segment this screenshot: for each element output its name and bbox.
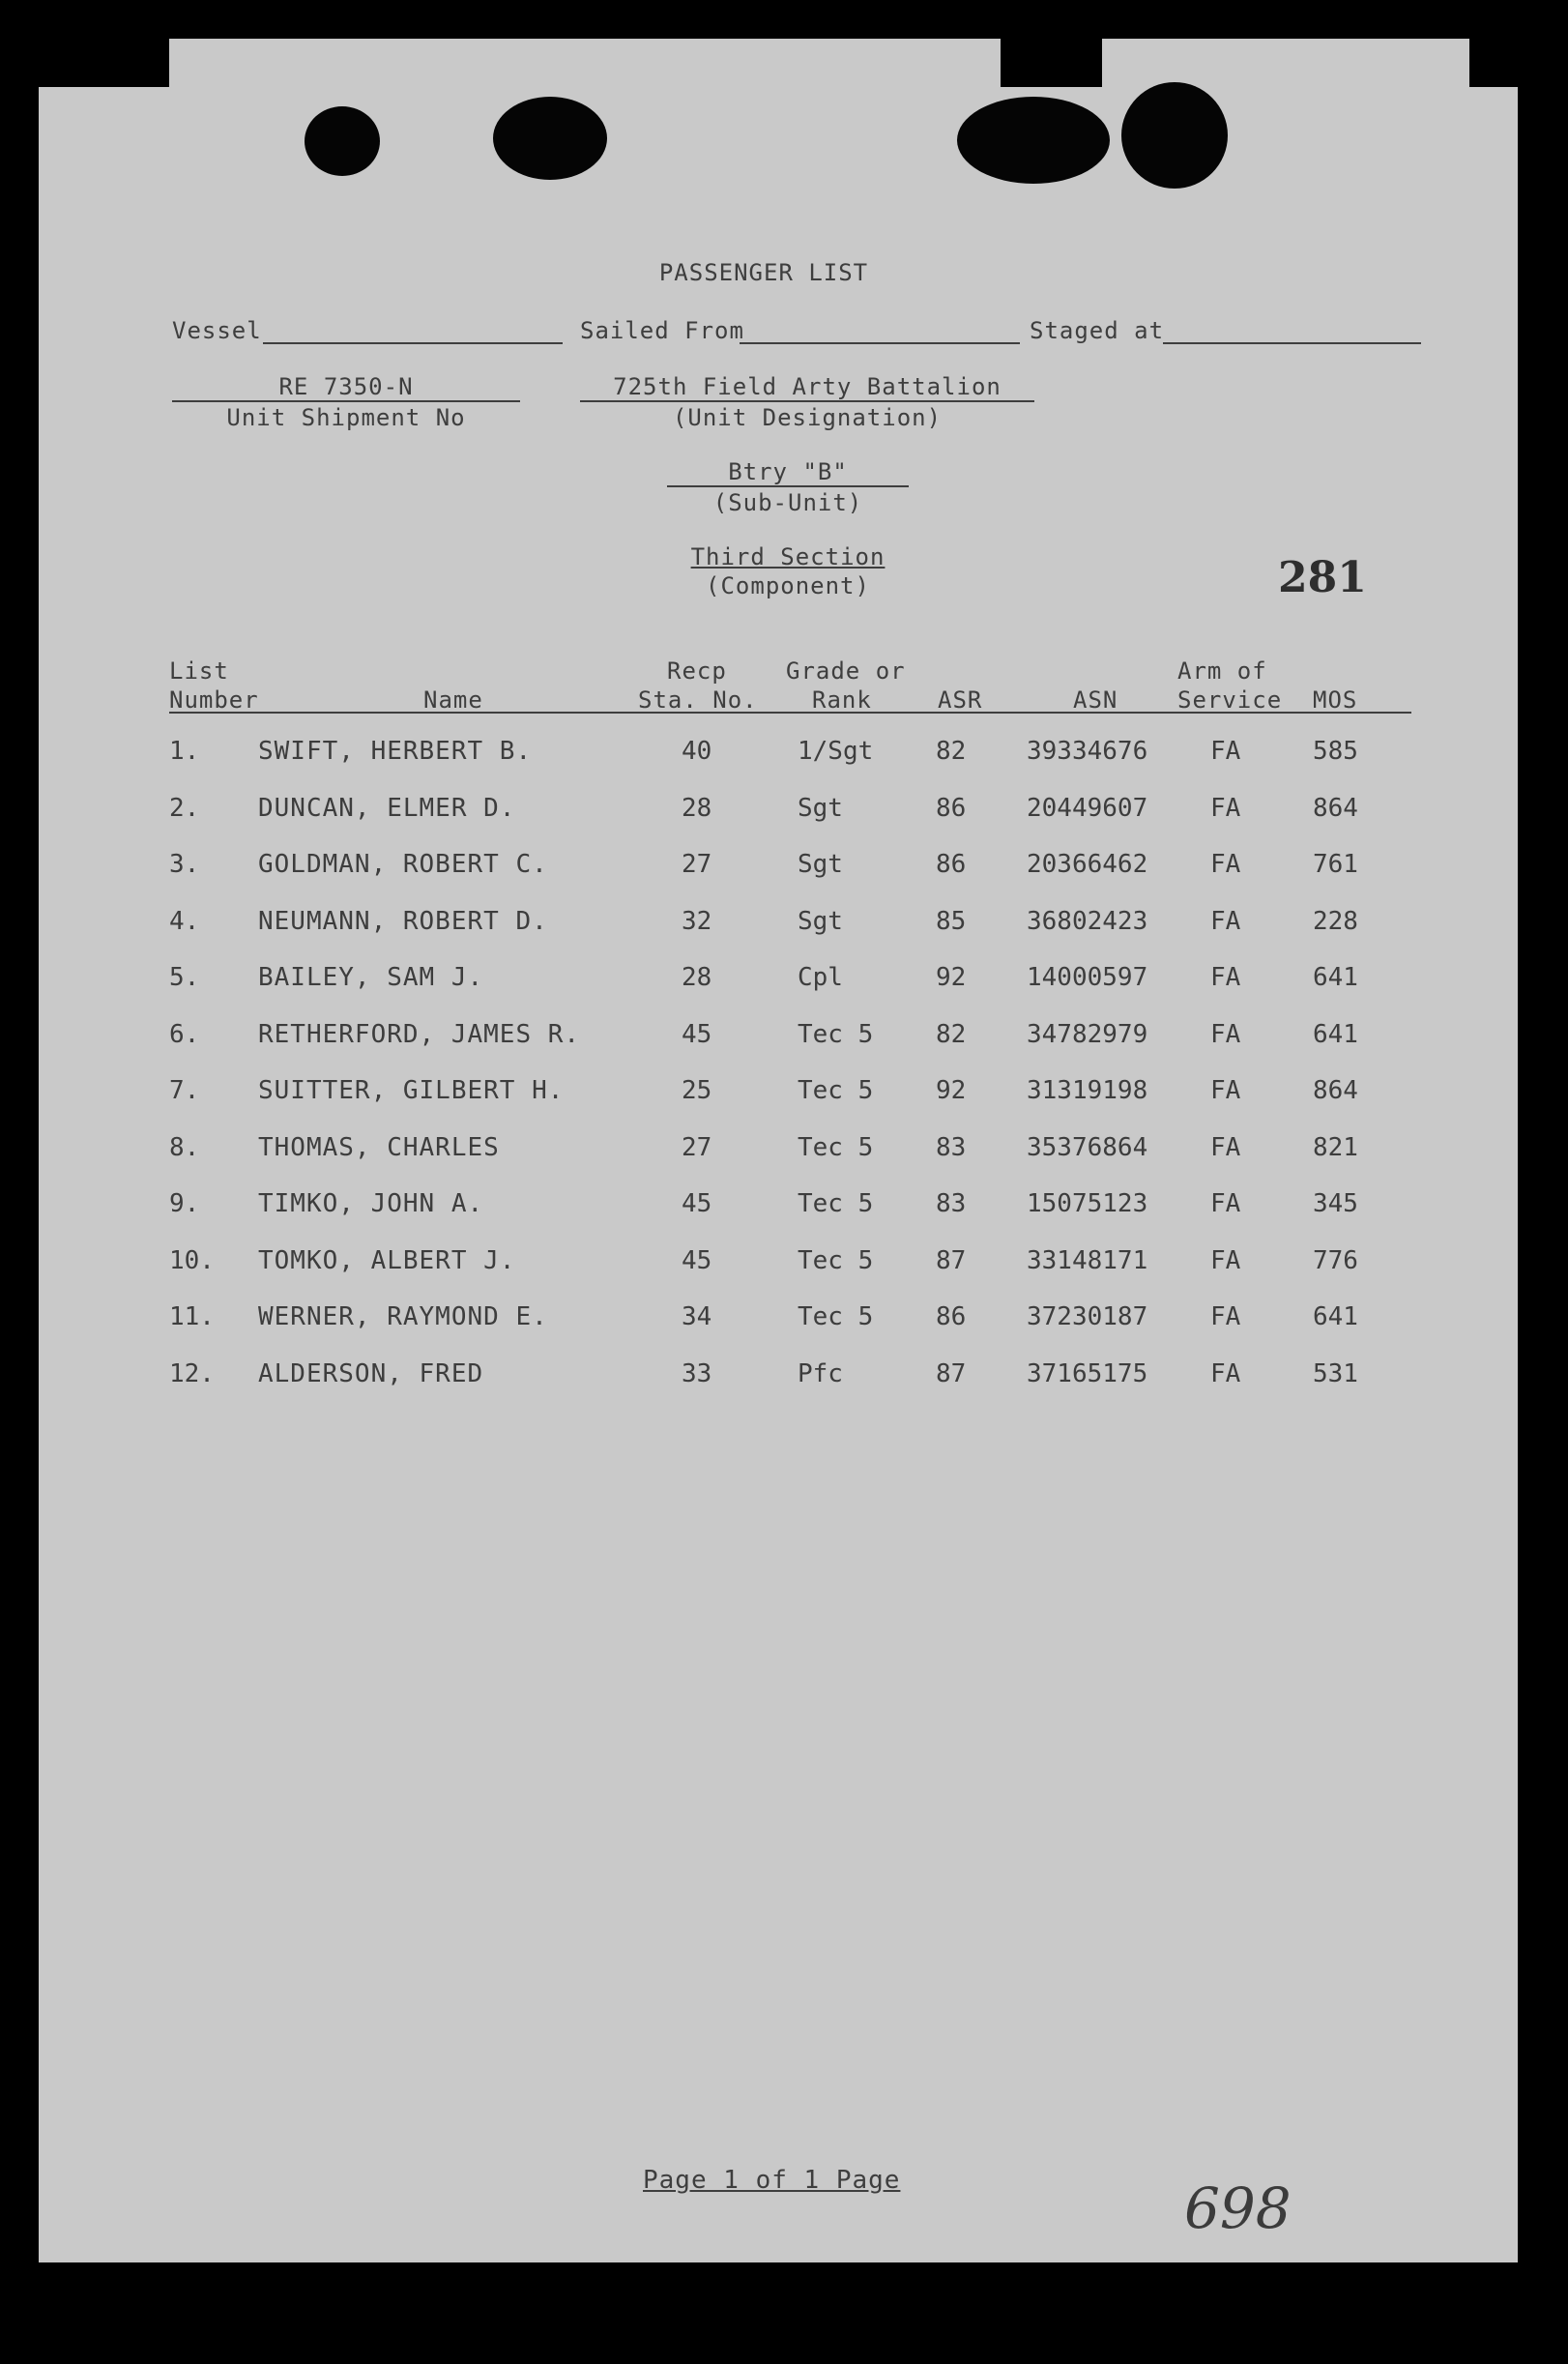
- cell-arm: FA: [1210, 850, 1241, 879]
- header-list-2: Number: [169, 686, 259, 714]
- cell-asr: 86: [936, 1302, 967, 1331]
- cell-recp: 27: [682, 850, 712, 879]
- cell-mos: 776: [1313, 1245, 1358, 1275]
- cell-recp: 40: [682, 737, 712, 766]
- cell-mos: 641: [1313, 1302, 1358, 1331]
- header-asr: ASR: [938, 686, 983, 714]
- cell-recp: 33: [682, 1358, 712, 1388]
- cell-recp: 27: [682, 1132, 712, 1162]
- cell-num: 2.: [169, 793, 200, 823]
- cell-asr: 82: [936, 1019, 967, 1049]
- cell-name: WERNER, RAYMOND E.: [258, 1302, 548, 1331]
- cell-mos: 761: [1313, 850, 1358, 879]
- cell-name: SUITTER, GILBERT H.: [258, 1076, 565, 1105]
- vessel-field: [263, 342, 563, 344]
- handwritten-number: 698: [1184, 2175, 1292, 2241]
- cell-grade: Tec 5: [798, 1245, 874, 1275]
- cell-recp: 34: [682, 1302, 712, 1331]
- cell-grade: Tec 5: [798, 1076, 874, 1105]
- header-grade-2: Rank: [812, 686, 872, 714]
- cell-num: 8.: [169, 1132, 200, 1162]
- component-value: Third Section: [690, 543, 886, 570]
- cell-num: 9.: [169, 1189, 200, 1218]
- cell-recp: 32: [682, 906, 712, 936]
- header-name: Name: [423, 686, 483, 714]
- cell-recp: 28: [682, 793, 712, 823]
- punch-hole-3: [957, 97, 1110, 184]
- punch-hole-2: [493, 97, 607, 180]
- sub-unit-line: [667, 485, 909, 487]
- cell-asn: 20449607: [1027, 793, 1148, 823]
- cell-name: GOLDMAN, ROBERT C.: [258, 850, 548, 879]
- cell-recp: 45: [682, 1189, 712, 1218]
- cell-asn: 14000597: [1027, 963, 1148, 992]
- cell-arm: FA: [1210, 1132, 1241, 1162]
- cell-mos: 345: [1313, 1189, 1358, 1218]
- cell-asr: 83: [936, 1189, 967, 1218]
- cell-asn: 37165175: [1027, 1358, 1148, 1388]
- cell-mos: 228: [1313, 906, 1358, 936]
- header-underline: [169, 712, 1411, 714]
- staged-at-field: [1163, 342, 1421, 344]
- page-footer: Page 1 of 1 Page: [643, 2166, 901, 2195]
- cell-name: RETHERFORD, JAMES R.: [258, 1019, 581, 1049]
- cell-recp: 28: [682, 963, 712, 992]
- cell-grade: Sgt: [798, 906, 843, 936]
- cell-grade: Pfc: [798, 1358, 843, 1388]
- cell-mos: 585: [1313, 737, 1358, 766]
- header-mos: MOS: [1313, 686, 1358, 714]
- cell-asn: 39334676: [1027, 737, 1148, 766]
- cell-num: 5.: [169, 963, 200, 992]
- cell-arm: FA: [1210, 1076, 1241, 1105]
- cell-mos: 864: [1313, 1076, 1358, 1105]
- cell-asn: 15075123: [1027, 1189, 1148, 1218]
- cell-num: 3.: [169, 850, 200, 879]
- cell-arm: FA: [1210, 1189, 1241, 1218]
- document-page: [39, 39, 1518, 2262]
- header-asn: ASN: [1073, 686, 1118, 714]
- vessel-label: Vessel: [172, 317, 262, 344]
- cell-name: TOMKO, ALBERT J.: [258, 1245, 516, 1275]
- paper-top-strip: [169, 39, 1001, 92]
- sailed-from-label: Sailed From: [580, 317, 744, 344]
- cell-name: ALDERSON, FRED: [258, 1358, 484, 1388]
- header-grade-1: Grade or: [786, 657, 906, 685]
- cell-recp: 45: [682, 1019, 712, 1049]
- cell-num: 6.: [169, 1019, 200, 1049]
- cell-name: DUNCAN, ELMER D.: [258, 793, 516, 823]
- cell-recp: 45: [682, 1245, 712, 1275]
- cell-num: 1.: [169, 737, 200, 766]
- cell-asn: 36802423: [1027, 906, 1148, 936]
- cell-asn: 31319198: [1027, 1076, 1148, 1105]
- stamp-number: 281: [1278, 553, 1367, 602]
- unit-shipment-no-line: [172, 400, 520, 402]
- header-list-1: List: [169, 657, 229, 685]
- cell-name: SWIFT, HERBERT B.: [258, 737, 533, 766]
- cell-grade: Cpl: [798, 963, 843, 992]
- cell-num: 7.: [169, 1076, 200, 1105]
- cell-name: THOMAS, CHARLES: [258, 1132, 500, 1162]
- cell-arm: FA: [1210, 737, 1241, 766]
- cell-num: 12.: [169, 1358, 215, 1388]
- punch-hole-1: [305, 106, 380, 176]
- document-title: PASSENGER LIST: [658, 259, 869, 286]
- sub-unit-value: Btry "B": [728, 458, 848, 485]
- cell-mos: 531: [1313, 1358, 1358, 1388]
- cell-num: 11.: [169, 1302, 215, 1331]
- cell-num: 4.: [169, 906, 200, 936]
- cell-arm: FA: [1210, 1019, 1241, 1049]
- cell-asn: 35376864: [1027, 1132, 1148, 1162]
- cell-asn: 33148171: [1027, 1245, 1148, 1275]
- cell-arm: FA: [1210, 906, 1241, 936]
- staged-at-label: Staged at: [1030, 317, 1165, 344]
- cell-asr: 83: [936, 1132, 967, 1162]
- cell-arm: FA: [1210, 1302, 1241, 1331]
- header-arm-1: Arm of: [1177, 657, 1267, 685]
- cell-asr: 92: [936, 1076, 967, 1105]
- unit-shipment-no-value: RE 7350-N: [278, 373, 414, 400]
- cell-name: NEUMANN, ROBERT D.: [258, 906, 548, 936]
- cell-mos: 641: [1313, 1019, 1358, 1049]
- cell-asn: 20366462: [1027, 850, 1148, 879]
- header-arm-2: Service: [1177, 686, 1283, 714]
- cell-asn: 34782979: [1027, 1019, 1148, 1049]
- cell-num: 10.: [169, 1245, 215, 1275]
- cell-grade: Tec 5: [798, 1132, 874, 1162]
- cell-mos: 821: [1313, 1132, 1358, 1162]
- cell-grade: Sgt: [798, 793, 843, 823]
- cell-grade: Tec 5: [798, 1189, 874, 1218]
- unit-shipment-no-label: Unit Shipment No: [226, 404, 466, 431]
- cell-arm: FA: [1210, 793, 1241, 823]
- cell-grade: Tec 5: [798, 1302, 874, 1331]
- unit-designation-label: (Unit Designation): [672, 404, 943, 431]
- punch-hole-4: [1121, 82, 1228, 189]
- sub-unit-label: (Sub-Unit): [712, 489, 863, 516]
- cell-asr: 86: [936, 793, 967, 823]
- cell-asr: 92: [936, 963, 967, 992]
- unit-designation-value: 725th Field Arty Battalion: [613, 373, 1002, 400]
- cell-mos: 641: [1313, 963, 1358, 992]
- cell-grade: Tec 5: [798, 1019, 874, 1049]
- cell-asr: 87: [936, 1358, 967, 1388]
- cell-name: TIMKO, JOHN A.: [258, 1189, 484, 1218]
- cell-arm: FA: [1210, 963, 1241, 992]
- header-recp-1: Recp: [667, 657, 727, 685]
- cell-name: BAILEY, SAM J.: [258, 963, 484, 992]
- cell-asr: 85: [936, 906, 967, 936]
- cell-grade: 1/Sgt: [798, 737, 874, 766]
- component-label: (Component): [706, 572, 870, 599]
- cell-mos: 864: [1313, 793, 1358, 823]
- cell-arm: FA: [1210, 1358, 1241, 1388]
- cell-asn: 37230187: [1027, 1302, 1148, 1331]
- header-recp-2: Sta. No.: [638, 686, 758, 714]
- cell-asr: 82: [936, 737, 967, 766]
- cell-asr: 86: [936, 850, 967, 879]
- cell-grade: Sgt: [798, 850, 843, 879]
- cell-asr: 87: [936, 1245, 967, 1275]
- cell-recp: 25: [682, 1076, 712, 1105]
- sailed-from-field: [740, 342, 1020, 344]
- cell-arm: FA: [1210, 1245, 1241, 1275]
- unit-designation-line: [580, 400, 1034, 402]
